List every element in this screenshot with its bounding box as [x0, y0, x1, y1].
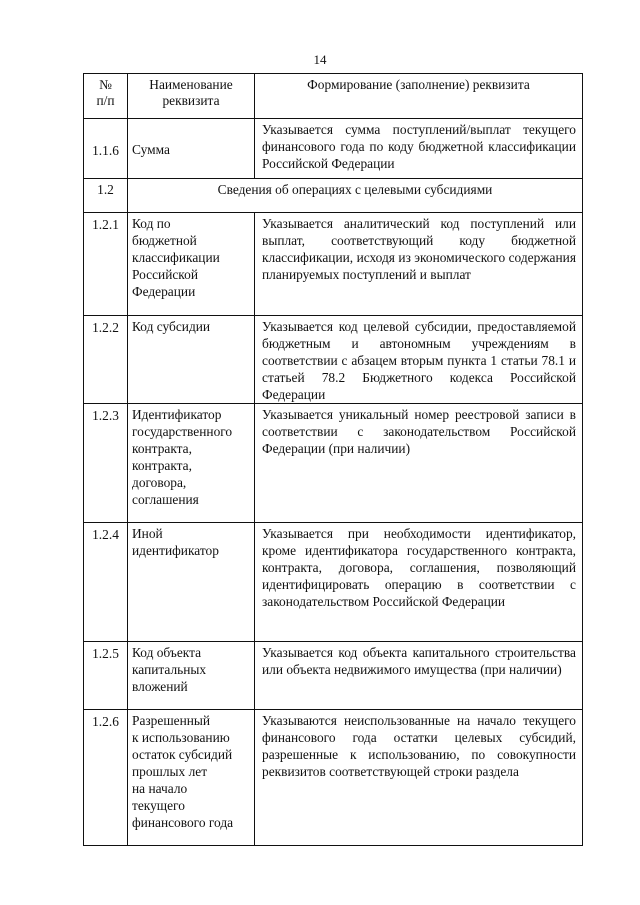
table-row	[84, 523, 583, 642]
header-formation: Формирование (заполнение) реквизита	[255, 74, 583, 119]
row-desc: Указываются неиспользованные на начало текущего финансового года остатки целевых субсидий, разрешенные к использованию, по совокупности реквизитов соответствующей строки раздела	[255, 710, 583, 846]
row-num: 1.2.2	[84, 316, 128, 404]
header-name: Наименование реквизита	[128, 74, 255, 119]
row-name: Идентификатор государственного контракта, контракта, договора, соглашения	[128, 404, 255, 523]
header-num: № п/п	[84, 74, 128, 119]
row-desc: Указывается код объекта капитального строительства или объекта недвижимого имущества (при наличии)	[255, 642, 583, 710]
row-num: 1.1.6	[84, 119, 128, 179]
row-desc: Указывается сумма поступлений/выплат текущего финансового года по коду бюджетной классификации Российской Федерации	[255, 119, 583, 179]
row-name: Код по бюджетной классификации Российской Федерации	[128, 213, 255, 316]
table-row	[84, 119, 583, 179]
row-desc: Указывается код целевой субсидии, предоставляемой бюджетным и автономным учреждениям в соответствии с абзацем вторым пункта 1 статьи 78.1 и статьей 78.2 Бюджетного кодекса Российской Федерации	[255, 316, 583, 404]
table-row	[84, 710, 583, 846]
section-title: Сведения об операциях с целевыми субсидиями	[128, 179, 583, 213]
row-name: Иной идентификатор	[128, 523, 255, 642]
row-desc: Указывается аналитический код поступлений или выплат, соответствующий коду бюджетной классификации, исходя из экономического содержания планируемых поступлений и выплат	[255, 213, 583, 316]
page-number: 14	[313, 52, 327, 67]
row-name: Код субсидии	[128, 316, 255, 404]
row-num: 1.2.4	[84, 523, 128, 642]
row-num: 1.2.6	[84, 710, 128, 846]
table-row	[84, 316, 583, 404]
row-name: Разрешенный к использованию остаток субсидий прошлых лет на начало текущего финансового года	[128, 710, 255, 846]
table-row	[84, 213, 583, 316]
requisites-table	[83, 73, 583, 846]
row-num: 1.2.3	[84, 404, 128, 523]
row-desc: Указывается уникальный номер реестровой записи в соответствии с законодательством Российской Федерации (при наличии)	[255, 404, 583, 523]
row-num: 1.2.5	[84, 642, 128, 710]
row-name: Сумма	[128, 119, 255, 179]
row-num: 1.2.1	[84, 213, 128, 316]
row-desc: Указывается при необходимости идентификатор, кроме идентификатора государственного контракта, контракта, договора, соглашения, позволяющий идентифицировать операцию в соответствии с законодательством Российской Федерации	[255, 523, 583, 642]
table-header-row	[84, 74, 583, 119]
table-row	[84, 642, 583, 710]
section-row	[84, 179, 583, 213]
section-num: 1.2	[84, 179, 128, 213]
row-name: Код объекта капитальных вложений	[128, 642, 255, 710]
table-row	[84, 404, 583, 523]
